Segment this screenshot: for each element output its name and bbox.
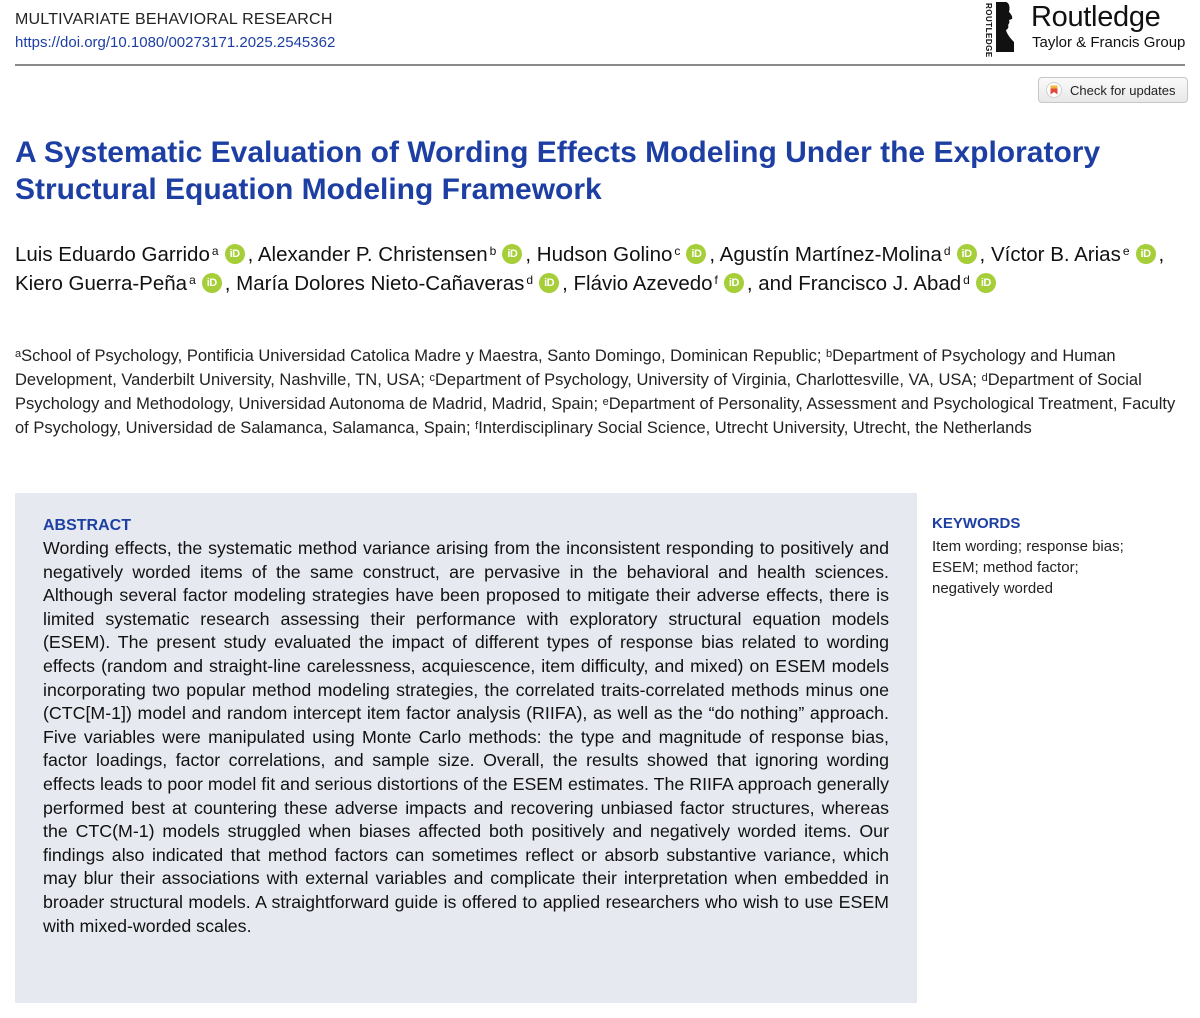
- author-separator: ,: [525, 243, 532, 266]
- affiliation-marker: f: [475, 420, 479, 432]
- affiliation-item: [475, 419, 1032, 437]
- orcid-icon[interactable]: iD: [539, 273, 559, 293]
- author: [991, 243, 1164, 266]
- author-name: Hudson Golino: [536, 243, 673, 266]
- orcid-icon[interactable]: iD: [202, 273, 222, 293]
- orcid-icon[interactable]: iD: [225, 244, 245, 264]
- publisher-subtitle: Taylor & Francis Group: [1032, 34, 1186, 51]
- publisher-name: Routledge: [1031, 1, 1161, 33]
- publisher-logo: [982, 0, 1192, 56]
- affiliation-item: [15, 347, 826, 365]
- author-affiliation-marker: b: [489, 244, 497, 258]
- affiliation-marker: d: [981, 372, 988, 384]
- affiliation-marker: a: [15, 348, 22, 360]
- keywords-heading: KEYWORDS: [932, 515, 1021, 532]
- author-affiliation-marker: d: [526, 273, 534, 287]
- orcid-icon[interactable]: iD: [976, 273, 996, 293]
- author: [15, 243, 253, 266]
- check-for-updates-label: Check for updates: [1070, 82, 1176, 98]
- author: [798, 272, 999, 295]
- affiliation-marker: e: [602, 396, 609, 408]
- affiliations: [15, 344, 1185, 440]
- author-separator: ,: [979, 243, 986, 266]
- author-affiliation-marker: c: [674, 244, 681, 258]
- orcid-icon[interactable]: iD: [502, 244, 522, 264]
- author: [574, 272, 793, 295]
- author-affiliation-marker: a: [211, 244, 219, 258]
- affiliation-item: [430, 371, 982, 389]
- author-affiliation-marker: d: [963, 273, 970, 287]
- author-list: [15, 240, 1185, 298]
- orcid-icon[interactable]: iD: [724, 273, 744, 293]
- author-name: Agustín Martínez-Molina: [719, 243, 942, 266]
- author-affiliation-marker: e: [1122, 244, 1130, 258]
- author-name: Alexander P. Christensen: [257, 243, 488, 266]
- affiliation-text: Department of Social Psychology and Methodology, Universidad Autonoma de Madrid, Madrid, Spain;: [15, 371, 1142, 413]
- check-for-updates-button[interactable]: [1038, 77, 1188, 103]
- orcid-icon[interactable]: iD: [686, 244, 706, 264]
- author-name: Francisco J. Abad: [798, 272, 962, 295]
- affiliation-marker: b: [826, 348, 833, 360]
- keywords-text: Item wording; response bias; ESEM; method factor; negatively worded: [932, 538, 1124, 597]
- doi-link[interactable]: https://doi.org/10.1080/00273171.2025.2545362: [15, 34, 336, 51]
- journal-header: [15, 10, 335, 53]
- author-separator: ,: [709, 243, 716, 266]
- author: [258, 243, 531, 266]
- author: [236, 272, 568, 295]
- author-name: Kiero Guerra-Peña: [15, 272, 188, 295]
- author-separator: ,: [562, 272, 568, 295]
- author: [537, 243, 715, 266]
- author-separator: ,: [247, 243, 254, 266]
- header-divider: [15, 64, 1185, 66]
- author: [720, 243, 986, 266]
- affiliation-text: Department of Personality, Assessment and Psychological Treatment, Faculty of Psychology, Universidad de Salamanca, Salamanca, Spain;: [15, 395, 1176, 437]
- abstract-text: Wording effects, the systematic method variance arising from the inconsistent responding to positively and negatively worded items of the same construct, are pervasive in the behavioral and health sciences. Although several factor modeling strategies have been proposed to mitigate their adverse effects, there is limited systematic research assessing their performance with exploratory structural equation models (ESEM). The present study evaluated the impact of different types of response bias related to wording effects (random and straight-line carelessness, acquiescence, item difficulty, and mixed) on ESEM models incorporating two popular method modeling strategies, the correlated traits-correlated methods minus one (CTC[M-1]) model and random intercept item factor analysis (RIIFA), as well as the “do nothing” approach. Five variables were manipulated using Monte Carlo methods: the type and magnitude of response bias, factor loadings, factor correlations, and sample size. Overall, the results showed that ignoring wording effects leads to poor model fit and serious distortions of the ESEM estimates. The RIIFA approach generally performed best at countering these adverse impacts and recovering unbiased factor structures, whereas the CTC(M-1) models struggled when biases affected both positively and negatively worded items. Our findings also indicated that method factors can sometimes reflect or absorb substantive variance, which may blur their associations with external variables and complicate their interpretation when embedded in broader structural models. A straightforward guide is offered to applied researchers who wish to use ESEM with mixed-worded scales.: [43, 538, 889, 936]
- keywords-section: [932, 514, 1132, 599]
- affiliation-text: Department of Psychology, University of Virginia, Charlottesville, VA, USA;: [435, 371, 982, 389]
- affiliation-marker: c: [429, 372, 435, 384]
- author-name: Luis Eduardo Garrido: [15, 243, 210, 266]
- affiliation-text: School of Psychology, Pontificia Universidad Catolica Madre y Maestra, Santo Domingo, Dominican Republic;: [21, 347, 827, 365]
- publisher-head-icon: [994, 0, 1016, 54]
- author-name: María Dolores Nieto-Cañaveras: [236, 272, 525, 295]
- orcid-icon[interactable]: iD: [1136, 244, 1156, 264]
- bookmark-icon: [1046, 82, 1062, 98]
- author-separator: ,: [224, 272, 231, 295]
- orcid-icon[interactable]: iD: [957, 244, 977, 264]
- author-affiliation-marker: a: [189, 273, 196, 287]
- author-separator: ,: [1158, 243, 1165, 266]
- author-name: Flávio Azevedo: [573, 272, 713, 295]
- journal-name: MULTIVARIATE BEHAVIORAL RESEARCH: [15, 11, 333, 28]
- author-name: Víctor B. Arias: [990, 243, 1121, 266]
- affiliation-text: Department of Psychology and Human Development, Vanderbilt University, Nashville, TN, USA;: [15, 347, 1116, 389]
- article-title: A Systematic Evaluation of Wording Effects Modeling Under the Exploratory Structural Equation Modeling Framework: [15, 136, 1101, 206]
- abstract-heading: ABSTRACT: [43, 517, 131, 534]
- abstract-box: [15, 493, 917, 1003]
- author-affiliation-marker: f: [714, 273, 718, 287]
- affiliation-text: Interdisciplinary Social Science, Utrecht University, Utrecht, the Netherlands: [478, 419, 1032, 437]
- author-separator: , and: [746, 272, 793, 295]
- author: [15, 272, 230, 295]
- author-affiliation-marker: d: [943, 244, 951, 258]
- publisher-vertical-label: ROUTLEDGE: [984, 3, 993, 58]
